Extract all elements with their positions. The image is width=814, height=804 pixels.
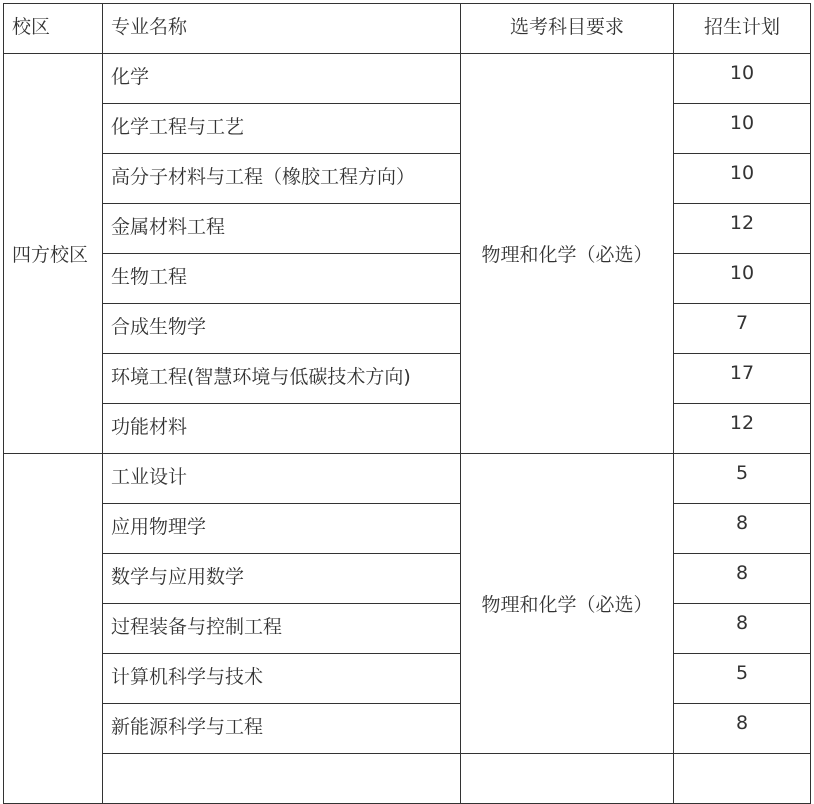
major-name: 数学与应用数学 bbox=[103, 554, 461, 604]
plan-count: 8 bbox=[674, 604, 811, 654]
table-row bbox=[4, 654, 811, 704]
header-enrollment-plan: 招生计划 bbox=[674, 4, 811, 54]
major-name: 环境工程(智慧环境与低碳技术方向) bbox=[103, 354, 461, 404]
header-campus: 校区 bbox=[4, 4, 103, 54]
plan-count: 17 bbox=[674, 354, 811, 404]
header-subject-requirement: 选考科目要求 bbox=[461, 4, 674, 54]
plan-count: 8 bbox=[674, 504, 811, 554]
major-name: 金属材料工程 bbox=[103, 204, 461, 254]
table-row bbox=[4, 154, 811, 204]
plan-count: 5 bbox=[674, 454, 811, 504]
table-row bbox=[4, 404, 811, 454]
plan-count: 7 bbox=[674, 304, 811, 354]
table-row bbox=[4, 304, 811, 354]
plan-count: 5 bbox=[674, 654, 811, 704]
subject-requirement-cut-off bbox=[461, 754, 674, 804]
plan-count: 10 bbox=[674, 54, 811, 104]
table-row-cut-off bbox=[4, 754, 811, 804]
table-row bbox=[4, 704, 811, 754]
header-major: 专业名称 bbox=[103, 4, 461, 54]
header-row bbox=[4, 4, 811, 54]
table-row bbox=[4, 554, 811, 604]
major-name: 功能材料 bbox=[103, 404, 461, 454]
subject-requirement-cell: 物理和化学（必选） bbox=[461, 54, 674, 454]
major-name: 合成生物学 bbox=[103, 304, 461, 354]
plan-count: 8 bbox=[674, 554, 811, 604]
campus-cell bbox=[4, 454, 103, 804]
major-name: 过程装备与控制工程 bbox=[103, 604, 461, 654]
plan-count: 12 bbox=[674, 204, 811, 254]
major-name-cut-off bbox=[103, 754, 461, 804]
major-name: 高分子材料与工程（橡胶工程方向） bbox=[103, 154, 461, 204]
table-row bbox=[4, 54, 811, 104]
plan-count: 10 bbox=[674, 104, 811, 154]
table-row bbox=[4, 454, 811, 504]
enrollment-table bbox=[3, 3, 811, 804]
plan-count: 10 bbox=[674, 254, 811, 304]
subject-requirement-cell: 物理和化学（必选） bbox=[461, 454, 674, 754]
major-name: 计算机科学与技术 bbox=[103, 654, 461, 704]
major-name: 化学工程与工艺 bbox=[103, 104, 461, 154]
plan-count: 8 bbox=[674, 704, 811, 754]
table-row bbox=[4, 254, 811, 304]
major-name: 化学 bbox=[103, 54, 461, 104]
table-row bbox=[4, 604, 811, 654]
table-row bbox=[4, 104, 811, 154]
major-name: 新能源科学与工程 bbox=[103, 704, 461, 754]
campus-cell: 四方校区 bbox=[4, 54, 103, 454]
plan-count: 12 bbox=[674, 404, 811, 454]
table-row bbox=[4, 204, 811, 254]
major-name: 工业设计 bbox=[103, 454, 461, 504]
plan-count: 10 bbox=[674, 154, 811, 204]
major-name: 生物工程 bbox=[103, 254, 461, 304]
table-row bbox=[4, 504, 811, 554]
table-body bbox=[4, 4, 811, 804]
plan-count-cut-off bbox=[674, 754, 811, 804]
table-row bbox=[4, 354, 811, 404]
major-name: 应用物理学 bbox=[103, 504, 461, 554]
